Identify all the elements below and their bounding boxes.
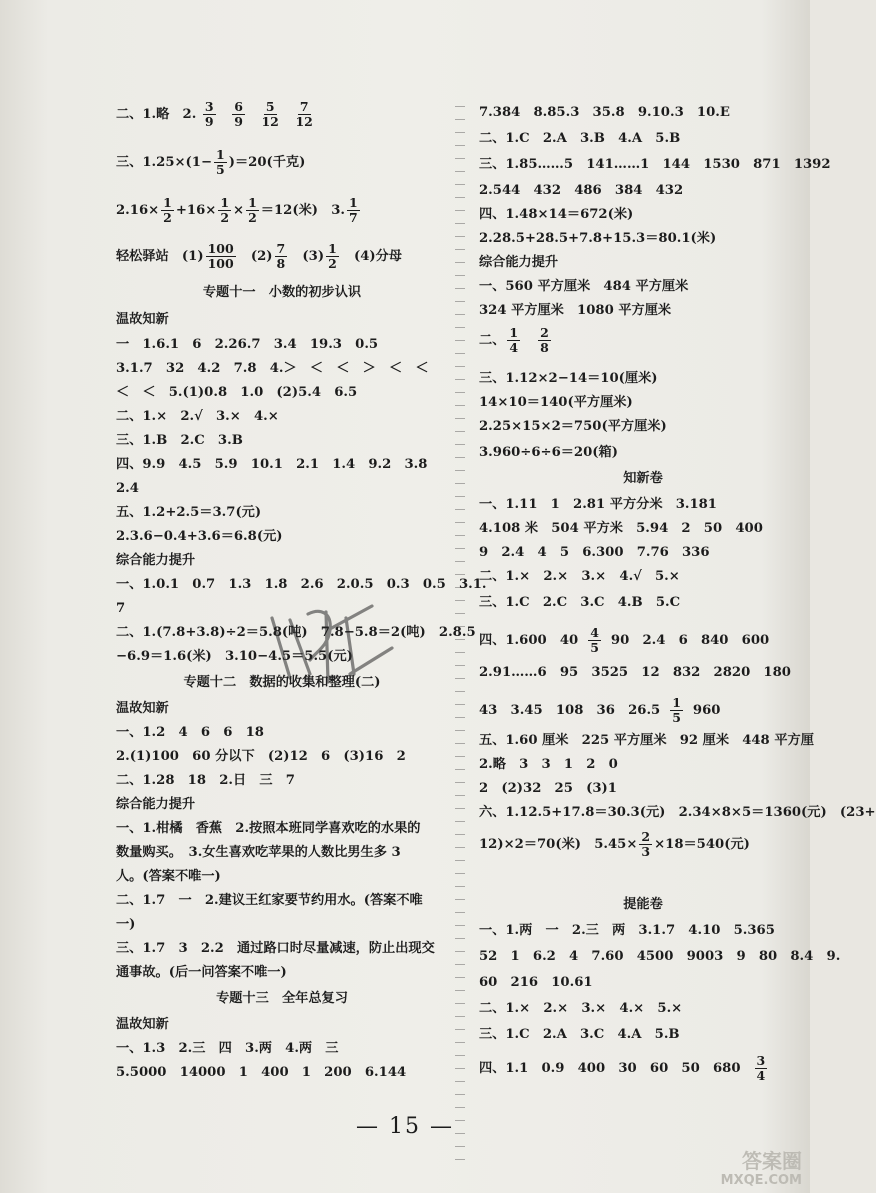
- answer-line: 通事故。(后一问答案不唯一): [116, 965, 287, 980]
- answer-line: [479, 696, 720, 725]
- fraction: [507, 326, 520, 355]
- answer-line: 三、1.C 2.C 3.C 4.B 5.C: [479, 595, 681, 610]
- answer-text: 2.16×: [116, 203, 160, 218]
- numerator: 4: [590, 625, 599, 640]
- answer-line: 一、1.3 2.三 四 3.两 4.两 三: [116, 1041, 339, 1056]
- answer-text: (4)分母: [340, 249, 402, 264]
- fraction: [347, 196, 360, 225]
- section-heading: 提能卷: [623, 897, 663, 912]
- answer-line: 六、1.12.5+17.8＝30.3(元) 2.34×8×5＝1360(元) (23+: [479, 805, 876, 820]
- fraction: [670, 696, 683, 725]
- answer-text: (2): [237, 249, 273, 264]
- answer-line: 四、1.48×14＝672(米): [479, 207, 634, 222]
- answer-line: 2.91……6 95 3525 12 832 2820 180: [479, 665, 791, 680]
- subsection-heading: 温故知新: [116, 312, 169, 327]
- denominator: 8: [540, 340, 549, 355]
- numerator: 6: [234, 99, 243, 114]
- answer-line: 5.5000 14000 1 400 1 200 6.144: [116, 1065, 407, 1080]
- section-heading: 知新卷: [623, 471, 663, 486]
- denominator: 8: [276, 256, 286, 271]
- denominator: 5: [672, 710, 681, 725]
- numerator: 1: [216, 147, 225, 162]
- answer-line: [116, 242, 402, 271]
- fraction: [218, 196, 231, 225]
- answer-line: 二、1.(7.8+3.8)÷2＝5.8(吨) 7.8−5.8＝2(吨) 2.8.5: [116, 625, 476, 640]
- denominator: 3: [641, 844, 651, 859]
- denominator: 2: [163, 210, 172, 225]
- answer-line: 3.960÷6÷6＝20(箱): [479, 445, 618, 460]
- answer-line: 三、1.85……5 141……1 144 1530 871 1392: [479, 157, 831, 172]
- fraction: [214, 148, 227, 177]
- fraction: [639, 830, 652, 859]
- answer-line: 7: [116, 601, 126, 616]
- answer-line: 2.略 3 3 1 2 0: [479, 757, 618, 772]
- denominator: 100: [207, 256, 234, 271]
- numerator: 5: [265, 99, 275, 114]
- denominator: 5: [216, 162, 225, 177]
- fraction: [275, 242, 288, 271]
- answer-text: ×: [233, 203, 245, 218]
- answer-line: 2.25×15×2＝750(平方厘米): [479, 419, 667, 434]
- numerator: 1: [348, 195, 358, 210]
- denominator: 5: [590, 640, 599, 655]
- answer-line: 60 216 10.61: [479, 975, 593, 990]
- fraction: [755, 1054, 768, 1083]
- answer-line: −6.9＝1.6(米) 3.10−4.5＝5.5(元): [116, 649, 353, 664]
- fraction: [538, 326, 551, 355]
- denominator: 9: [234, 114, 243, 129]
- answer-line: 324 平方厘米 1080 平方厘米: [479, 303, 672, 318]
- answer-line: 一、1.11 1 2.81 平方分米 3.181: [479, 497, 717, 512]
- fraction: [232, 100, 245, 129]
- fraction: [261, 100, 278, 129]
- answer-line: 2 (2)32 25 (3)1: [479, 781, 617, 796]
- answer-text: (3): [289, 249, 325, 264]
- answer-text: 90 2.4 6 840 600: [610, 633, 770, 648]
- answer-line: [116, 148, 305, 177]
- answer-line: [479, 830, 750, 859]
- answer-text: +16×: [175, 203, 217, 218]
- answer-line: 7.384 8.85.3 35.8 9.10.3 10.E: [479, 105, 730, 120]
- answer-line: 三、1.12×2−14＝10(厘米): [479, 371, 658, 386]
- handwritten-stamp-mark: [250, 590, 400, 700]
- answer-line: 二、1.× 2.√ 3.× 4.×: [116, 409, 279, 424]
- answer-line: 4.108 米 504 平方米 5.94 2 50 400: [479, 521, 763, 536]
- answer-line: 数量购买。 3.女生喜欢吃苹果的人数比男生多 3: [116, 845, 401, 860]
- answer-line: 一、1.2 4 6 6 18: [116, 725, 264, 740]
- answer-line: 一、1.柑橘 香蕉 2.按照本班同学喜欢吃的水果的: [116, 821, 421, 836]
- denominator: 12: [261, 114, 279, 129]
- answer-line: [116, 100, 315, 129]
- denominator: 9: [204, 114, 214, 129]
- answer-text: ＝12(米) 3.: [260, 203, 345, 218]
- numerator: 7: [276, 241, 286, 256]
- answer-line: 一、560 平方厘米 484 平方厘米: [479, 279, 689, 294]
- answer-text: ×18＝540(元): [654, 837, 750, 852]
- numerator: 1: [163, 195, 172, 210]
- denominator: 12: [295, 114, 313, 129]
- numerator: 2: [540, 325, 549, 340]
- answer-line: 三、1.C 2.A 3.C 4.A 5.B: [479, 1027, 680, 1042]
- section-heading: 专题十一 小数的初步认识: [202, 285, 362, 300]
- denominator: 2: [248, 210, 257, 225]
- fraction: [203, 100, 216, 129]
- denominator: 2: [328, 256, 337, 271]
- answer-text: 轻松驿站 (1): [116, 249, 204, 264]
- answer-line: 9 2.4 4 5 6.300 7.76 336: [479, 545, 710, 560]
- answer-text: 二、1.略 2.: [116, 107, 197, 122]
- answer-line: 三、1.7 3 2.2 通过路口时尽量减速，防止出现交: [116, 941, 435, 956]
- answer-line: 14×10＝140(平方厘米): [479, 395, 633, 410]
- subsection-heading: 温故知新: [116, 1017, 169, 1032]
- section-heading: 专题十三 全年总复习: [216, 991, 348, 1006]
- subsection-heading: 综合能力提升: [116, 797, 196, 812]
- answer-text: )＝20(千克): [228, 155, 306, 170]
- answer-line: [479, 326, 553, 355]
- fraction: [295, 100, 312, 129]
- answer-line: 3.1.7 32 4.2 7.8 4.＞ ＜ ＜ ＞ ＜ ＜: [116, 361, 429, 376]
- fraction: [206, 242, 236, 271]
- answer-text: 三、1.25×(1−: [116, 155, 213, 170]
- subsection-heading: 综合能力提升: [479, 255, 559, 270]
- numerator: 1: [248, 195, 257, 210]
- subsection-heading: 温故知新: [116, 701, 169, 716]
- answer-text: 12)×2＝70(米) 5.45×: [479, 837, 638, 852]
- fraction: [246, 196, 259, 225]
- answer-line: 一、1.0.1 0.7 1.3 1.8 2.6 2.0.5 0.3 0.5 3.1.: [116, 577, 487, 592]
- answer-line: 二、1.× 2.× 3.× 4.√ 5.×: [479, 569, 680, 584]
- answer-text: 四、1.1 0.9 400 30 60 50 680: [479, 1061, 741, 1076]
- answer-line: 二、1.× 2.× 3.× 4.× 5.×: [479, 1001, 683, 1016]
- fraction: [588, 626, 601, 655]
- answer-text: 960: [692, 703, 721, 718]
- answer-line: 一、1.两 一 2.三 两 3.1.7 4.10 5.365: [479, 923, 775, 938]
- answer-line: 2.3.6−0.4+3.6＝6.8(元): [116, 529, 283, 544]
- numerator: 3: [756, 1053, 766, 1068]
- numerator: 1: [220, 195, 230, 210]
- answer-line: 52 1 6.2 4 7.60 4500 9003 9 80 8.4 9.: [479, 949, 841, 964]
- answer-line: 2.4: [116, 481, 139, 496]
- subsection-heading: 综合能力提升: [116, 553, 196, 568]
- answer-line: [116, 196, 362, 225]
- answer-line: 二、1.28 18 2.日 三 7: [116, 773, 295, 788]
- numerator: 3: [204, 99, 214, 114]
- numerator: 1: [509, 325, 519, 340]
- numerator: 1: [328, 241, 337, 256]
- fraction: [161, 196, 174, 225]
- answer-line: 人。(答案不唯一): [116, 869, 221, 884]
- numerator: 100: [207, 241, 234, 256]
- answer-line: 2.544 432 486 384 432: [479, 183, 684, 198]
- watermark-site: MXQE.COM: [720, 1173, 802, 1188]
- section-heading: 专题十二 数据的收集和整理(二): [183, 675, 381, 690]
- answer-line: 2.(1)100 60 分以下 (2)12 6 (3)16 2: [116, 749, 406, 764]
- answer-text: 二、: [479, 333, 506, 348]
- answer-line: 2.28.5+28.5+7.8+15.3＝80.1(米): [479, 231, 717, 246]
- answer-text: 43 3.45 108 36 26.5: [479, 703, 661, 718]
- denominator: 7: [348, 210, 358, 225]
- answer-line: 五、1.2+2.5＝3.7(元): [116, 505, 262, 520]
- denominator: 4: [756, 1068, 766, 1083]
- answer-line: 四、9.9 4.5 5.9 10.1 2.1 1.4 9.2 3.8: [116, 457, 428, 472]
- answer-text: 四、1.600 40: [479, 633, 579, 648]
- denominator: 2: [220, 210, 230, 225]
- page-number: — 15 —: [356, 1114, 454, 1139]
- numerator: 7: [299, 99, 309, 114]
- answer-line: 二、1.C 2.A 3.B 4.A 5.B: [479, 131, 681, 146]
- numerator: 1: [672, 695, 681, 710]
- answer-line: [479, 626, 769, 655]
- fraction: [326, 242, 339, 271]
- answer-line: 二、1.7 一 2.建议王红家要节约用水。(答案不唯: [116, 893, 423, 908]
- answer-line: 一 1.6.1 6 2.26.7 3.4 19.3 0.5: [116, 337, 379, 352]
- answer-line: 一): [116, 917, 136, 932]
- numerator: 2: [641, 829, 651, 844]
- denominator: 4: [509, 340, 519, 355]
- watermark-logo-text: 答案圈: [742, 1149, 802, 1173]
- answer-line: 五、1.60 厘米 225 平方厘米 92 厘米 448 平方厘: [479, 733, 814, 748]
- answer-line: ＜ ＜ 5.(1)0.8 1.0 (2)5.4 6.5: [116, 385, 358, 400]
- answer-line: 三、1.B 2.C 3.B: [116, 433, 243, 448]
- watermark-logo: [672, 1150, 802, 1190]
- answer-line: [479, 1054, 769, 1083]
